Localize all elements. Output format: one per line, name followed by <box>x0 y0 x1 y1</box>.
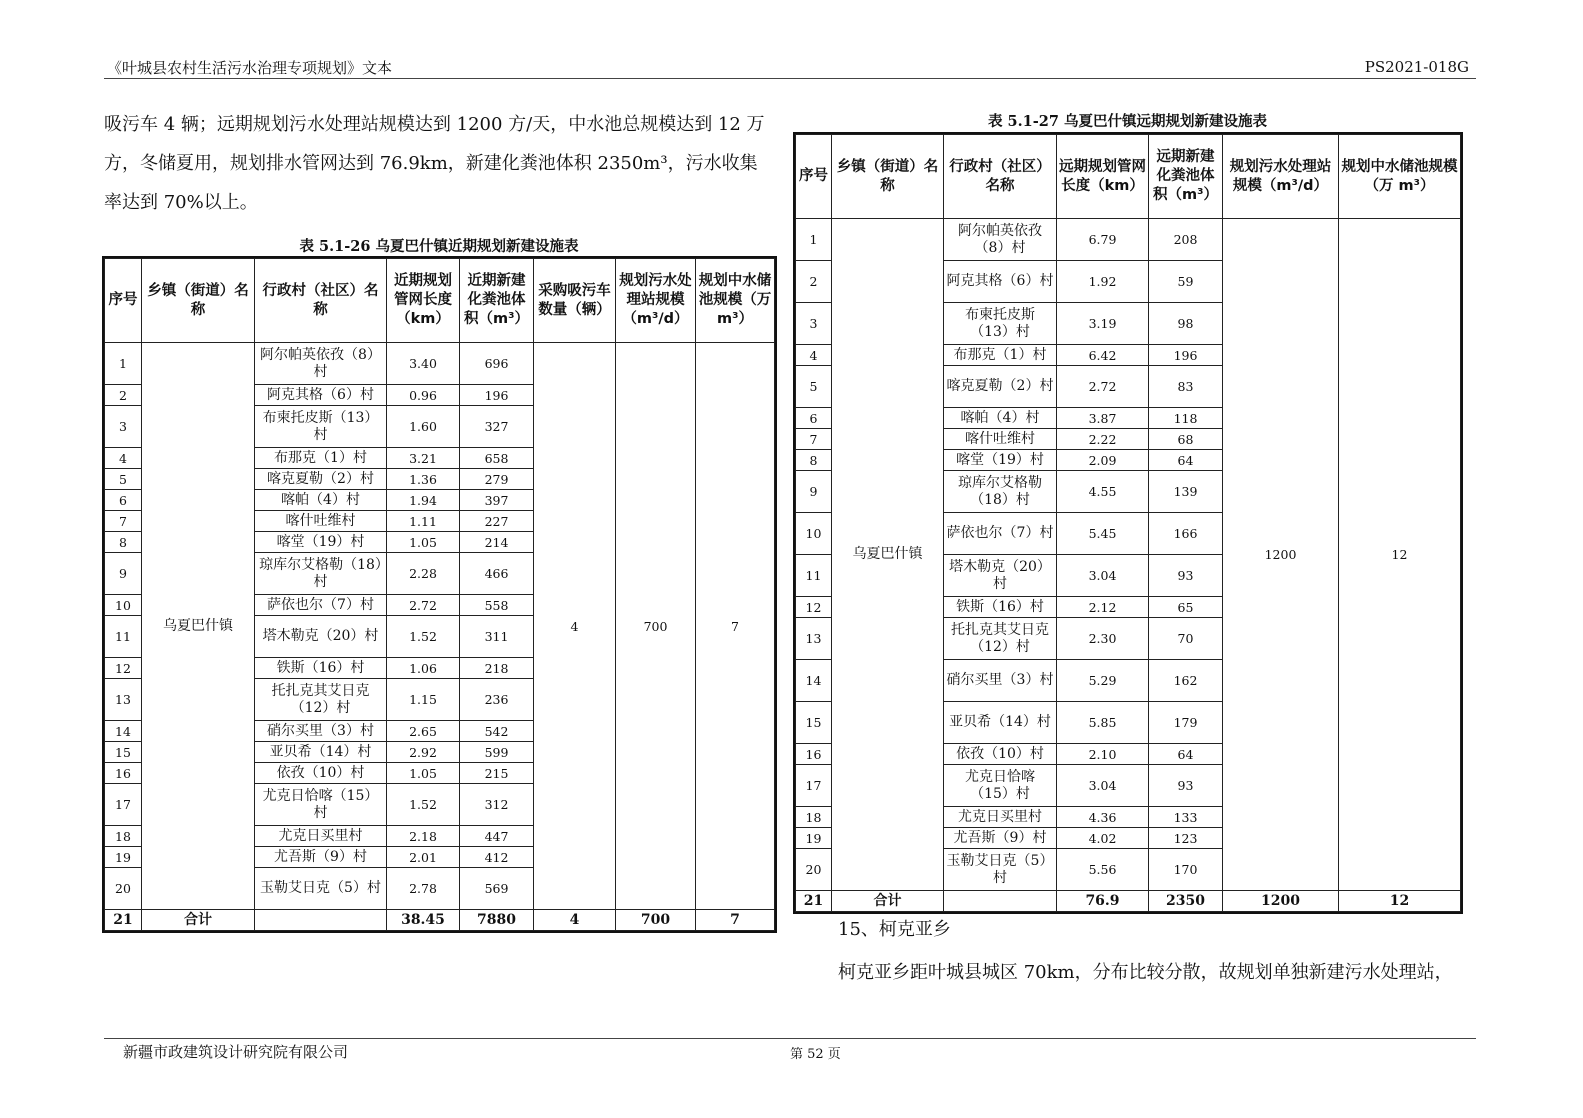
row-number: 2 <box>105 385 142 406</box>
tank-volume: 397 <box>460 490 534 511</box>
village-name: 喀堂（19）村 <box>255 532 387 553</box>
row-number: 10 <box>796 513 832 555</box>
t27-col-town: 乡镇（街道）名称 <box>832 135 944 219</box>
pipe-length: 2.09 <box>1057 450 1149 471</box>
village-name: 尤吾斯（9）村 <box>944 828 1057 849</box>
total-station: 700 <box>616 910 696 931</box>
pipe-length: 1.15 <box>387 679 460 721</box>
pipe-length: 2.28 <box>387 553 460 595</box>
pipe-length: 2.10 <box>1057 744 1149 765</box>
village-name: 依孜（10）村 <box>944 744 1057 765</box>
section-heading: 15、柯克亚乡 <box>838 919 951 940</box>
station-cell: 700 <box>616 343 696 910</box>
t26-col-station: 规划污水处理站规模（m³/d） <box>616 259 696 343</box>
total-station: 1200 <box>1223 891 1339 912</box>
total-number: 21 <box>105 910 142 931</box>
t27-col-tank: 远期新建化粪池体积（m³） <box>1149 135 1223 219</box>
total-label: 合计 <box>832 891 944 912</box>
table-row <box>105 343 775 385</box>
row-number: 3 <box>105 406 142 448</box>
header-rule <box>104 78 1476 79</box>
t27-col-no: 序号 <box>796 135 832 219</box>
total-tank: 7880 <box>460 910 534 931</box>
pipe-length: 2.30 <box>1057 618 1149 660</box>
pipe-length: 3.19 <box>1057 303 1149 345</box>
t26-col-town: 乡镇（街道）名称 <box>142 259 255 343</box>
row-number: 14 <box>796 660 832 702</box>
t27-col-pipe: 远期规划管网长度（km） <box>1057 135 1149 219</box>
village-name: 尤克日恰喀（15）村 <box>255 784 387 826</box>
pipe-length: 4.02 <box>1057 828 1149 849</box>
row-number: 13 <box>796 618 832 660</box>
table27 <box>795 134 1461 912</box>
intro-line: 率达到 70%以上。 <box>104 192 258 213</box>
intro-line: 吸污车 4 辆；远期规划污水处理站规模达到 1200 方/天，中水池总规模达到 12 万 <box>104 114 765 135</box>
tank-volume: 93 <box>1149 765 1223 807</box>
village-name: 喀克夏勒（2）村 <box>255 469 387 490</box>
village-name: 喀克夏勒（2）村 <box>944 366 1057 408</box>
pipe-length: 2.01 <box>387 847 460 868</box>
tank-volume: 599 <box>460 742 534 763</box>
row-number: 20 <box>105 868 142 910</box>
footer-rule <box>104 1038 1476 1039</box>
village-name: 尤克日买里村 <box>944 807 1057 828</box>
tank-volume: 133 <box>1149 807 1223 828</box>
doc-code: PS2021-018G <box>1364 58 1469 76</box>
tank-volume: 208 <box>1149 219 1223 261</box>
tank-volume: 139 <box>1149 471 1223 513</box>
row-number: 12 <box>105 658 142 679</box>
village-name: 阿尔帕英依孜（8）村 <box>255 343 387 385</box>
village-name: 尤克日买里村 <box>255 826 387 847</box>
pipe-length: 2.65 <box>387 721 460 742</box>
pipe-length: 1.05 <box>387 532 460 553</box>
pipe-length: 2.78 <box>387 868 460 910</box>
row-number: 19 <box>105 847 142 868</box>
pipe-length: 1.36 <box>387 469 460 490</box>
village-name: 玉勒艾日克（5）村 <box>255 868 387 910</box>
village-name: 喀什吐维村 <box>255 511 387 532</box>
pipe-length: 2.18 <box>387 826 460 847</box>
row-number: 17 <box>105 784 142 826</box>
row-number: 4 <box>796 345 832 366</box>
tank-volume: 118 <box>1149 408 1223 429</box>
pipe-length: 1.52 <box>387 616 460 658</box>
t27-col-reclaimed: 规划中水储池规模（万 m³） <box>1339 135 1461 219</box>
intro-line: 方，冬储夏用，规划排水管网达到 76.9km，新建化粪池体积 2350m³，污水收集 <box>104 153 758 174</box>
table26 <box>104 258 775 931</box>
row-number: 6 <box>796 408 832 429</box>
total-tank: 2350 <box>1149 891 1223 912</box>
table27-caption: 表 5.1-27 乌夏巴什镇远期规划新建设施表 <box>987 113 1268 130</box>
tank-volume: 696 <box>460 343 534 385</box>
village-name: 尤克日恰喀（15）村 <box>944 765 1057 807</box>
total-row <box>796 891 1461 912</box>
t26-col-village: 行政村（社区）名称 <box>255 259 387 343</box>
total-village-empty <box>944 891 1057 912</box>
village-name: 阿克其格（6）村 <box>255 385 387 406</box>
tank-volume: 542 <box>460 721 534 742</box>
pipe-length: 1.94 <box>387 490 460 511</box>
total-reclaimed: 12 <box>1339 891 1461 912</box>
pipe-length: 6.42 <box>1057 345 1149 366</box>
footer-page-number: 第 52 页 <box>790 1047 841 1062</box>
tank-volume: 98 <box>1149 303 1223 345</box>
village-name: 萨依也尔（7）村 <box>255 595 387 616</box>
tank-volume: 123 <box>1149 828 1223 849</box>
pipe-length: 1.92 <box>1057 261 1149 303</box>
village-name: 依孜（10）村 <box>255 763 387 784</box>
intro-paragraph <box>104 105 794 222</box>
pipe-length: 3.04 <box>1057 555 1149 597</box>
row-number: 17 <box>796 765 832 807</box>
total-row <box>105 910 775 931</box>
pipe-length: 5.45 <box>1057 513 1149 555</box>
row-number: 9 <box>796 471 832 513</box>
doc-title: 《叶城县农村生活污水治理专项规划》文本 <box>107 59 393 77</box>
row-number: 11 <box>796 555 832 597</box>
village-name: 亚贝希（14）村 <box>944 702 1057 744</box>
t26-col-reclaimed: 规划中水储池规模（万 m³） <box>696 259 775 343</box>
village-name: 琼库尔艾格勒（18）村 <box>944 471 1057 513</box>
tank-volume: 558 <box>460 595 534 616</box>
village-name: 布那克（1）村 <box>255 448 387 469</box>
village-name: 喀帕（4）村 <box>944 408 1057 429</box>
tank-volume: 196 <box>1149 345 1223 366</box>
pipe-length: 2.72 <box>1057 366 1149 408</box>
row-number: 10 <box>105 595 142 616</box>
pipe-length: 2.92 <box>387 742 460 763</box>
tank-volume: 466 <box>460 553 534 595</box>
t26-col-trucks: 采购吸污车数量（辆） <box>534 259 616 343</box>
pipe-length: 5.85 <box>1057 702 1149 744</box>
village-name: 尤吾斯（9）村 <box>255 847 387 868</box>
total-reclaimed: 7 <box>696 910 775 931</box>
row-number: 5 <box>796 366 832 408</box>
tank-volume: 179 <box>1149 702 1223 744</box>
row-number: 2 <box>796 261 832 303</box>
tank-volume: 447 <box>460 826 534 847</box>
row-number: 1 <box>105 343 142 385</box>
row-number: 3 <box>796 303 832 345</box>
total-village-empty <box>255 910 387 931</box>
tank-volume: 327 <box>460 406 534 448</box>
table26-header-row <box>105 259 775 343</box>
row-number: 8 <box>796 450 832 471</box>
tank-volume: 569 <box>460 868 534 910</box>
pipe-length: 1.11 <box>387 511 460 532</box>
village-name: 硝尔买里（3）村 <box>255 721 387 742</box>
pipe-length: 1.60 <box>387 406 460 448</box>
tank-volume: 236 <box>460 679 534 721</box>
row-number: 18 <box>105 826 142 847</box>
tank-volume: 215 <box>460 763 534 784</box>
pipe-length: 4.55 <box>1057 471 1149 513</box>
t26-col-pipe: 近期规划管网长度（km） <box>387 259 460 343</box>
pipe-length: 3.87 <box>1057 408 1149 429</box>
village-name: 布柬托皮斯（13）村 <box>944 303 1057 345</box>
total-label: 合计 <box>142 910 255 931</box>
tank-volume: 658 <box>460 448 534 469</box>
row-number: 16 <box>796 744 832 765</box>
village-name: 布那克（1）村 <box>944 345 1057 366</box>
village-name: 塔木勒克（20）村 <box>255 616 387 658</box>
village-name: 萨依也尔（7）村 <box>944 513 1057 555</box>
village-name: 硝尔买里（3）村 <box>944 660 1057 702</box>
pipe-length: 3.04 <box>1057 765 1149 807</box>
pipe-length: 5.56 <box>1057 849 1149 891</box>
tank-volume: 218 <box>460 658 534 679</box>
village-name: 铁斯（16）村 <box>255 658 387 679</box>
village-name: 亚贝希（14）村 <box>255 742 387 763</box>
village-name: 喀什吐维村 <box>944 429 1057 450</box>
t26-col-no: 序号 <box>105 259 142 343</box>
total-pipe: 76.9 <box>1057 891 1149 912</box>
village-name: 塔木勒克（20）村 <box>944 555 1057 597</box>
pipe-length: 3.21 <box>387 448 460 469</box>
section-text: 柯克亚乡距叶城县城区 70km，分布比较分散，故规划单独新建污水处理站， <box>838 962 1453 983</box>
pipe-length: 1.06 <box>387 658 460 679</box>
row-number: 14 <box>105 721 142 742</box>
tank-volume: 68 <box>1149 429 1223 450</box>
row-number: 20 <box>796 849 832 891</box>
pipe-length: 2.22 <box>1057 429 1149 450</box>
row-number: 16 <box>105 763 142 784</box>
row-number: 19 <box>796 828 832 849</box>
tank-volume: 214 <box>460 532 534 553</box>
row-number: 7 <box>796 429 832 450</box>
village-name: 托扎克其艾日克（12）村 <box>255 679 387 721</box>
tank-volume: 312 <box>460 784 534 826</box>
tank-volume: 311 <box>460 616 534 658</box>
row-number: 18 <box>796 807 832 828</box>
row-number: 15 <box>105 742 142 763</box>
t27-col-station: 规划污水处理站规模（m³/d） <box>1223 135 1339 219</box>
total-pipe: 38.45 <box>387 910 460 931</box>
row-number: 1 <box>796 219 832 261</box>
tank-volume: 412 <box>460 847 534 868</box>
tank-volume: 65 <box>1149 597 1223 618</box>
pipe-length: 6.79 <box>1057 219 1149 261</box>
village-name: 阿尔帕英依孜（8）村 <box>944 219 1057 261</box>
row-number: 7 <box>105 511 142 532</box>
table-row <box>796 219 1461 261</box>
tank-volume: 166 <box>1149 513 1223 555</box>
tank-volume: 83 <box>1149 366 1223 408</box>
tank-volume: 162 <box>1149 660 1223 702</box>
town-cell: 乌夏巴什镇 <box>142 343 255 910</box>
tank-volume: 227 <box>460 511 534 532</box>
row-number: 12 <box>796 597 832 618</box>
row-number: 15 <box>796 702 832 744</box>
tank-volume: 64 <box>1149 450 1223 471</box>
row-number: 9 <box>105 553 142 595</box>
pipe-length: 5.29 <box>1057 660 1149 702</box>
village-name: 铁斯（16）村 <box>944 597 1057 618</box>
table26-caption: 表 5.1-26 乌夏巴什镇近期规划新建设施表 <box>299 238 579 255</box>
station-cell: 1200 <box>1223 219 1339 891</box>
village-name: 喀帕（4）村 <box>255 490 387 511</box>
footer-company: 新疆市政建筑设计研究院有限公司 <box>123 1043 349 1061</box>
tank-volume: 196 <box>460 385 534 406</box>
row-number: 6 <box>105 490 142 511</box>
pipe-length: 2.12 <box>1057 597 1149 618</box>
tank-volume: 279 <box>460 469 534 490</box>
row-number: 5 <box>105 469 142 490</box>
tank-volume: 93 <box>1149 555 1223 597</box>
row-number: 13 <box>105 679 142 721</box>
village-name: 琼库尔艾格勒（18）村 <box>255 553 387 595</box>
tank-volume: 70 <box>1149 618 1223 660</box>
total-number: 21 <box>796 891 832 912</box>
total-trucks: 4 <box>534 910 616 931</box>
pipe-length: 0.96 <box>387 385 460 406</box>
pipe-length: 1.05 <box>387 763 460 784</box>
village-name: 玉勒艾日克（5）村 <box>944 849 1057 891</box>
village-name: 布柬托皮斯（13）村 <box>255 406 387 448</box>
table27-header-row <box>796 135 1461 219</box>
reclaimed-cell: 12 <box>1339 219 1461 891</box>
row-number: 11 <box>105 616 142 658</box>
village-name: 托扎克其艾日克（12）村 <box>944 618 1057 660</box>
t27-col-village: 行政村（社区）名称 <box>944 135 1057 219</box>
village-name: 阿克其格（6）村 <box>944 261 1057 303</box>
tank-volume: 64 <box>1149 744 1223 765</box>
pipe-length: 3.40 <box>387 343 460 385</box>
pipe-length: 1.52 <box>387 784 460 826</box>
town-cell: 乌夏巴什镇 <box>832 219 944 891</box>
t26-col-tank: 近期新建化粪池体积（m³） <box>460 259 534 343</box>
tank-volume: 170 <box>1149 849 1223 891</box>
reclaimed-cell: 7 <box>696 343 775 910</box>
row-number: 4 <box>105 448 142 469</box>
pipe-length: 4.36 <box>1057 807 1149 828</box>
trucks-cell: 4 <box>534 343 616 910</box>
tank-volume: 59 <box>1149 261 1223 303</box>
pipe-length: 2.72 <box>387 595 460 616</box>
row-number: 8 <box>105 532 142 553</box>
village-name: 喀堂（19）村 <box>944 450 1057 471</box>
